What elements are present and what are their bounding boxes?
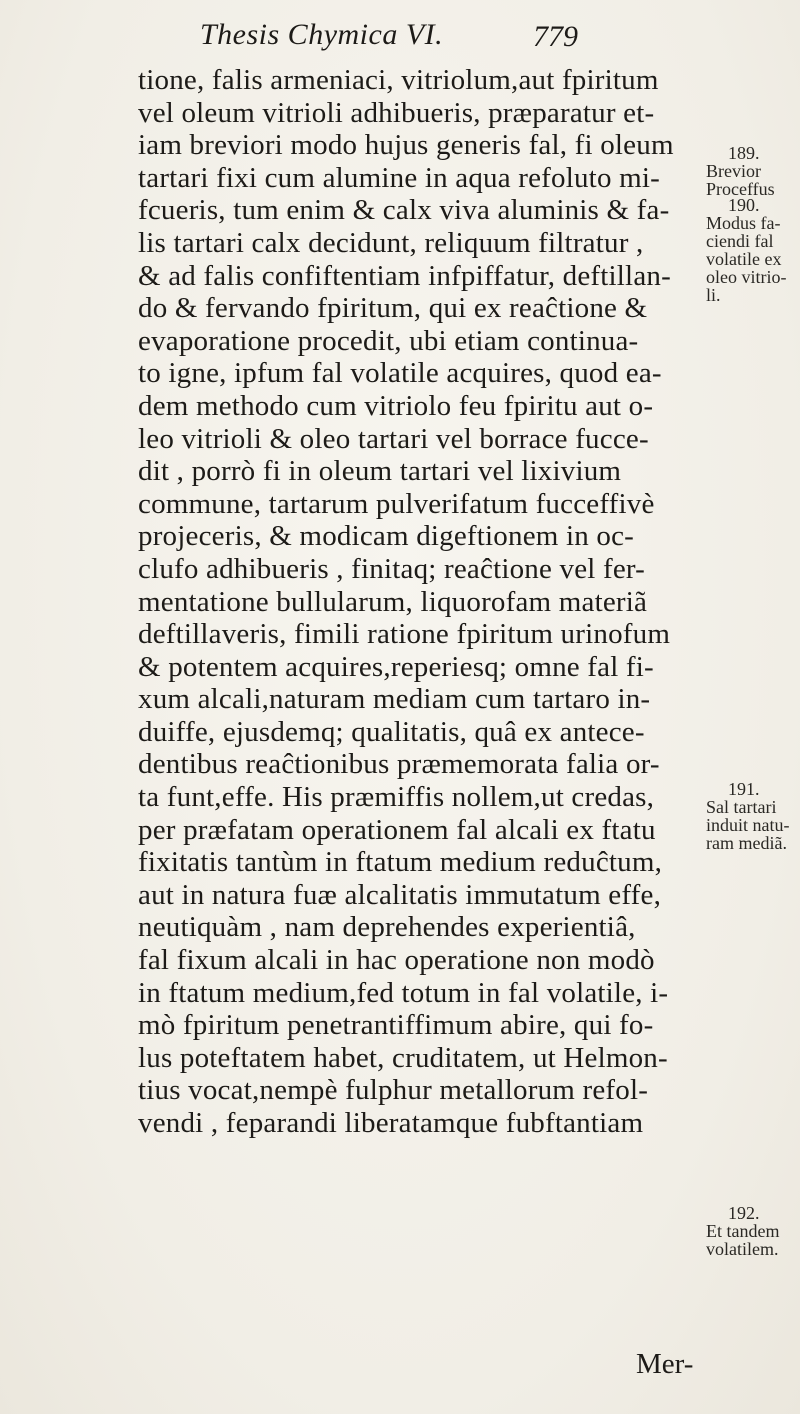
text-line: vendi , feparandi liberatamque fubftantiam xyxy=(138,1107,644,1139)
text-line: commune, tartarum pulverifatum fucceffivè xyxy=(138,487,655,520)
margin-note-line: Brevior xyxy=(706,161,761,181)
text-line: clufo adhibueris , finitaq; reaĉtione vel fer- xyxy=(138,552,646,585)
margin-note-190 xyxy=(706,196,800,304)
margin-note-192 xyxy=(706,1204,800,1258)
margin-note-191 xyxy=(706,780,800,852)
text-line: tartari fixi cum alumine in aqua refoluto mi- xyxy=(138,161,660,194)
margin-note-189 xyxy=(706,144,800,198)
margin-note-line: ciendi fal xyxy=(706,231,774,251)
text-line: xum alcali,naturam mediam cum tartaro in- xyxy=(138,683,651,716)
margin-note-line: volatile ex xyxy=(706,249,782,269)
text-line: evaporatione procedit, ubi etiam continua- xyxy=(138,324,639,357)
text-line: to igne, ipfum fal volatile acquires, quod ea- xyxy=(138,357,662,390)
margin-note-line: li. xyxy=(706,285,721,305)
margin-note-line: induit natu- xyxy=(706,815,790,835)
text-line: & ad falis confiftentiam infpiffatur, deftillan- xyxy=(138,259,671,292)
margin-note-line: Et tandem xyxy=(706,1221,780,1241)
text-line: duiffe, ejusdemq; qualitatis, quâ ex antece- xyxy=(138,715,645,748)
text-line: deftillaveris, fimili ratione fpiritum urinofum xyxy=(138,618,671,651)
text-line: leo vitrioli & oleo tartari vel borrace fucce- xyxy=(138,422,649,455)
page-number: 779 xyxy=(533,20,578,53)
body-text xyxy=(138,64,704,1140)
text-line: lus poteftatem habet, cruditatem, ut Helmon- xyxy=(138,1041,668,1074)
text-line: in ftatum medium,fed totum in fal volatile, i- xyxy=(138,976,669,1009)
text-line: & potentem acquires,reperiesq; omne fal fi- xyxy=(138,650,654,683)
running-title: Thesis Chymica VI. xyxy=(200,18,444,51)
text-line: dentibus reaĉtionibus præmemorata falia or- xyxy=(138,748,660,781)
page-header xyxy=(0,18,800,58)
catchword: Mer- xyxy=(636,1348,694,1380)
text-line: lis tartari calx decidunt, reliquum filtratur , xyxy=(138,226,644,259)
text-line: do & fervando fpiritum, qui ex reaĉtione & xyxy=(138,292,648,325)
margin-note-number: 190. xyxy=(728,195,760,215)
text-line: dit , porrò fi in oleum tartari vel lixivium xyxy=(138,455,622,488)
margin-note-line: Sal tartari xyxy=(706,797,777,817)
margin-note-number: 192. xyxy=(728,1203,760,1223)
text-line: dem methodo cum vitriolo feu fpiritu aut o- xyxy=(138,389,654,422)
text-line: aut in natura fuæ alcalitatis immutatum effe, xyxy=(138,878,662,911)
margin-note-line: volatilem. xyxy=(706,1239,779,1259)
margin-note-number: 189. xyxy=(728,143,760,163)
text-line: mentatione bullularum, liquorofam materiã xyxy=(138,585,648,618)
text-line: ta funt,effe. His præmiffis nollem,ut credas, xyxy=(138,781,655,814)
text-line: projeceris, & modicam digeftionem in oc- xyxy=(138,520,635,553)
text-line: fcueris, tum enim & calx viva aluminis & fa- xyxy=(138,194,670,227)
text-line: neutiquàm , nam deprehendes experientiâ, xyxy=(138,911,636,944)
text-line: per præfatam operationem fal alcali ex ftatu xyxy=(138,813,656,846)
text-line: tius vocat,nempè fulphur metallorum refol- xyxy=(138,1074,649,1107)
text-line: fixitatis tantùm in ftatum medium reduĉtum, xyxy=(138,846,663,879)
text-line: iam breviori modo hujus generis fal, fi oleum xyxy=(138,129,674,162)
margin-note-line: Modus fa- xyxy=(706,213,781,233)
margin-note-line: oleo vitrio- xyxy=(706,267,787,287)
margin-note-number: 191. xyxy=(728,779,760,799)
text-line: fal fixum alcali in hac operatione non modò xyxy=(138,944,655,977)
text-line: vel oleum vitrioli adhibueris, præparatur et- xyxy=(138,96,655,129)
margin-note-line: Proceffus xyxy=(706,179,775,199)
text-line: tione, falis armeniaci, vitriolum,aut fpiritum xyxy=(138,64,659,96)
margin-note-line: ram mediã. xyxy=(706,833,787,853)
text-line: mò fpiritum penetrantiffimum abire, qui fo- xyxy=(138,1009,654,1042)
